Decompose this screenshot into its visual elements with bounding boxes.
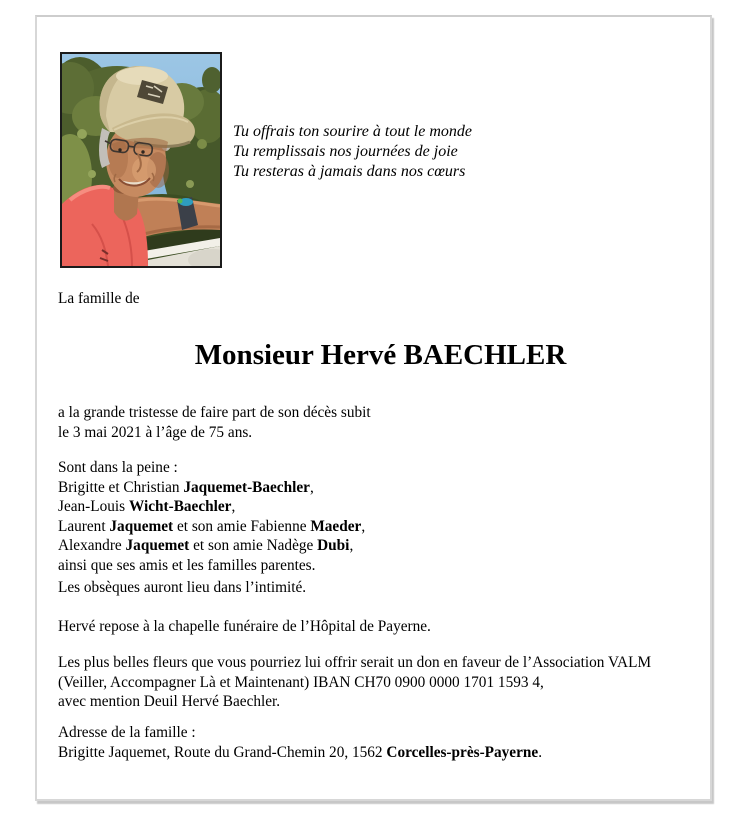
text-line: Alexandre Jaquemet et son amie Nadège Dubi,: [58, 537, 354, 555]
text-line: avec mention Deuil Hervé Baechler.: [58, 693, 281, 711]
text-line: Brigitte et Christian Jaquemet-Baechler,: [58, 478, 314, 496]
text-line: le 3 mai 2021 à l’âge de 75 ans.: [58, 423, 253, 441]
text-line: Tu remplissais nos journées de joie: [233, 143, 458, 160]
portrait-photo: [60, 52, 222, 268]
text-line: Brigitte Jaquemet, Route du Grand-Chemin 20, 1562 Corcelles-près-Payerne.: [58, 743, 543, 761]
text-line: Adresse de la famille :: [58, 724, 196, 741]
text-line: Laurent Jaquemet et son amie Fabienne Maeder,: [58, 517, 366, 535]
intro-line: La famille de: [58, 290, 140, 307]
text-line: a la grande tristesse de faire part de son décès subit: [58, 404, 371, 421]
obituary-card: [35, 15, 712, 801]
donation-note: [58, 653, 651, 712]
announcement-text: [58, 403, 371, 442]
family-address: [58, 723, 542, 762]
text-line: Sont dans la peine :: [58, 459, 178, 476]
portrait-photo-graphic: [62, 54, 220, 266]
text-line: Jean-Louis Wicht-Baechler,: [58, 498, 236, 516]
memorial-verse: [233, 122, 472, 182]
funeral-note: Les obsèques auront lieu dans l’intimité.: [58, 579, 307, 596]
deceased-name-title: Monsieur Hervé BAECHLER: [194, 339, 567, 371]
text-line: Tu offrais ton sourire à tout le monde: [233, 123, 472, 140]
text-line: (Veiller, Accompagner Là et Maintenant) IBAN CH70 0900 0000 1701 1593 4,: [58, 673, 544, 691]
text-line: Tu resteras à jamais dans nos cœurs: [233, 163, 466, 180]
text-line: Les plus belles fleurs que vous pourriez lui offrir serait un don en faveur de l’Association VALM: [58, 654, 652, 671]
mourners-list: [58, 458, 365, 576]
repose-note: Hervé repose à la chapelle funéraire de l’Hôpital de Payerne.: [58, 618, 431, 635]
text-line: ainsi que ses amis et les familles parentes.: [58, 556, 316, 574]
